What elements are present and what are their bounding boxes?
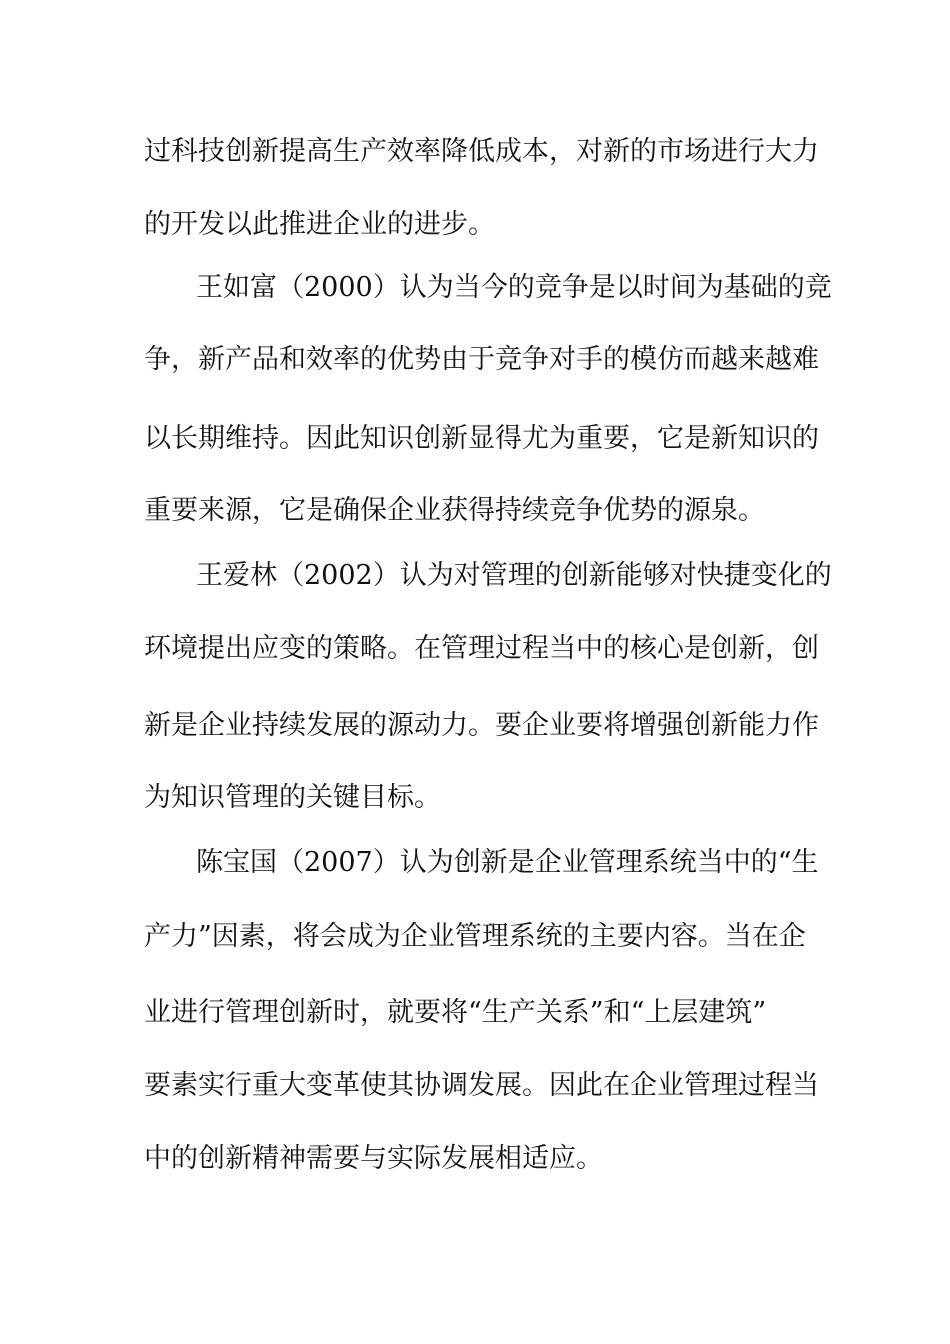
text-line: 环境提出应变的策略。在管理过程当中的核心是创新，创: [144, 633, 819, 664]
text-line: 新是企业持续发展的源动力。要企业要将增强创新能力作: [144, 710, 819, 741]
text-line: 重要来源，它是确保企业获得持续竞争优势的源泉。: [144, 495, 765, 526]
text-line: 产力”因素，将会成为企业管理系统的主要内容。当在企: [144, 921, 806, 952]
text-line: 的开发以此推进企业的进步。: [144, 209, 495, 240]
text-line: 过科技创新提高生产效率降低成本，对新的市场进行大力: [144, 136, 819, 167]
paragraph-first-line: 王如富（2000）认为当今的竞争是以时间为基础的竞: [196, 272, 832, 303]
paragraph-first-line: 陈宝国（2007）认为创新是企业管理系统当中的“生: [196, 847, 819, 878]
text-line: 争，新产品和效率的优势由于竞争对手的模仿而越来越难: [144, 344, 819, 375]
text-line: 中的创新精神需要与实际发展相适应。: [144, 1143, 603, 1174]
text-line: 为知识管理的关键目标。: [144, 782, 441, 813]
paragraph-first-line: 王爱林（2002）认为对管理的创新能够对快捷变化的: [196, 560, 832, 591]
text-line: 要素实行重大变革使其协调发展。因此在企业管理过程当: [144, 1070, 819, 1101]
text-line: 业进行管理创新时，就要将“生产关系”和“上层建筑”: [144, 997, 767, 1028]
text-line: 以长期维持。因此知识创新显得尤为重要，它是新知识的: [144, 423, 819, 454]
